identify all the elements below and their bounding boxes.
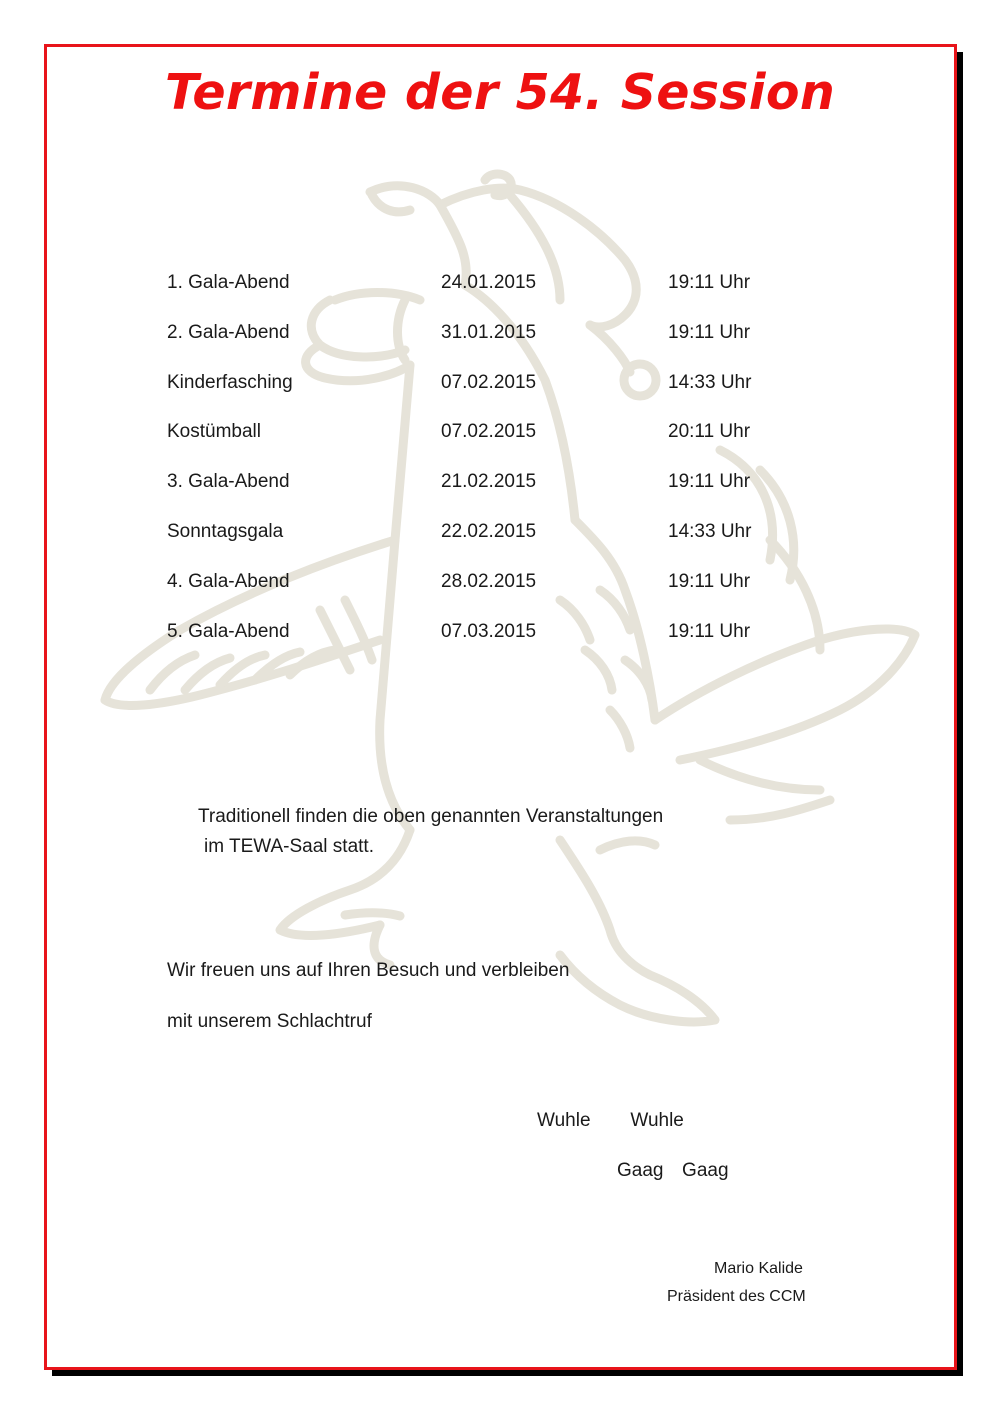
event-name: 5. Gala-Abend <box>167 620 290 642</box>
event-date: 07.03.2015 <box>441 620 537 642</box>
event-date: 22.02.2015 <box>441 520 537 542</box>
closing-line-1: Wir freuen uns auf Ihren Besuch und verbleiben <box>167 960 570 981</box>
event-time: 19:11 Uhr <box>668 321 751 343</box>
event-schedule <box>167 268 807 666</box>
venue-note <box>198 802 663 862</box>
battle-cry-line-2: Gaag Gaag <box>617 1160 729 1181</box>
event-name: 3. Gala-Abend <box>167 471 290 493</box>
event-row <box>167 467 807 517</box>
event-date: 07.02.2015 <box>441 371 537 393</box>
event-name: Kinderfasching <box>167 371 293 393</box>
event-name: 4. Gala-Abend <box>167 570 290 592</box>
event-row <box>167 268 807 318</box>
event-name: 1. Gala-Abend <box>167 272 290 293</box>
event-row <box>167 417 807 467</box>
page-title: Termine der 54. Session <box>164 64 836 121</box>
signature-role: Präsident des CCM <box>667 1288 806 1305</box>
event-row <box>167 517 807 567</box>
event-row <box>167 567 807 617</box>
event-time: 19:11 Uhr <box>668 570 751 592</box>
event-time: 14:33 Uhr <box>668 520 752 542</box>
venue-note-line-1: Traditionell finden die oben genannten Veranstaltungen <box>198 806 664 827</box>
event-time: 19:11 Uhr <box>668 471 751 493</box>
event-time: 19:11 Uhr <box>668 620 751 642</box>
event-row <box>167 617 807 667</box>
event-name: Sonntagsgala <box>167 520 284 542</box>
event-time: 19:11 Uhr <box>668 272 751 293</box>
page-frame <box>44 44 957 1370</box>
event-row <box>167 318 807 368</box>
event-time: 20:11 Uhr <box>668 421 751 443</box>
closing-line-2: mit unserem Schlachtruf <box>167 1011 372 1032</box>
event-date: 24.01.2015 <box>441 272 537 293</box>
event-date: 28.02.2015 <box>441 570 537 592</box>
event-time: 14:33 Uhr <box>668 371 752 393</box>
event-date: 31.01.2015 <box>441 321 537 343</box>
signature-name: Mario Kalide <box>714 1260 803 1277</box>
event-date: 21.02.2015 <box>441 471 537 493</box>
event-name: 2. Gala-Abend <box>167 321 290 343</box>
battle-cry-line-1: Wuhle Wuhle <box>537 1110 684 1131</box>
venue-note-line-2: im TEWA-Saal statt. <box>204 836 374 857</box>
event-row <box>167 368 807 418</box>
event-date: 07.02.2015 <box>441 421 537 443</box>
event-name: Kostümball <box>167 421 261 443</box>
